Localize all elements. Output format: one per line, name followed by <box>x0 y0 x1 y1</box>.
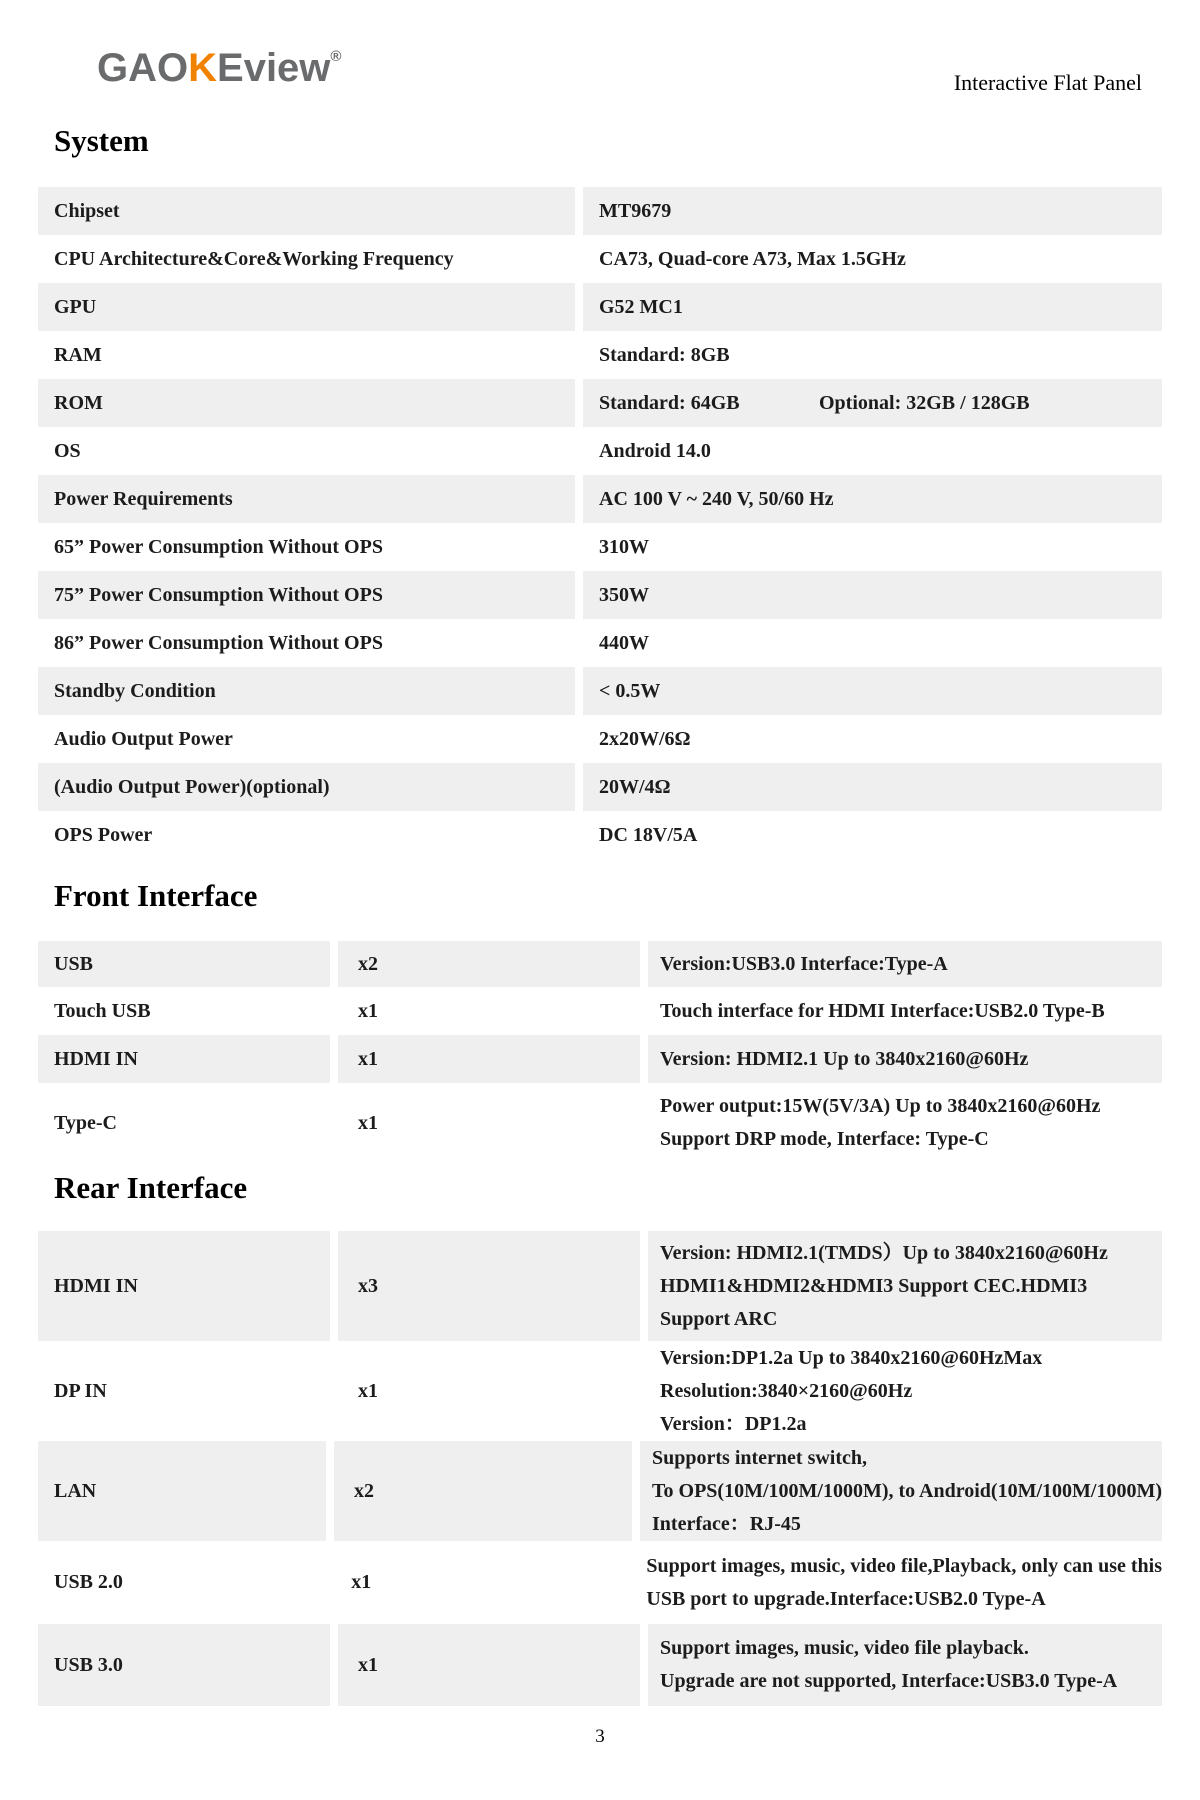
front-interface-table <box>38 941 1162 1163</box>
port-label-cell: HDMI IN <box>38 1035 330 1083</box>
logo-text-k: K <box>188 46 218 90</box>
port-qty-cell: x2 <box>334 1441 632 1541</box>
logo-text-gao: GAO <box>97 46 189 90</box>
desc-line: Support images, music, video file playback. <box>660 1637 1029 1659</box>
spec-value-cell: 20W/4Ω <box>583 763 1162 811</box>
port-desc-cell <box>640 1441 1162 1541</box>
brand-logo <box>97 48 341 88</box>
spec-label-cell: (Audio Output Power)(optional) <box>38 763 575 811</box>
spec-value-cell: Standard: 8GB <box>599 343 730 366</box>
spec-value-cell: CA73, Quad-core A73, Max 1.5GHz <box>599 247 906 270</box>
spec-value-cell: AC 100 V ~ 240 V, 50/60 Hz <box>583 475 1162 523</box>
table-row <box>38 1624 1162 1706</box>
desc-line: Version: HDMI2.1 Up to 3840x2160@60Hz <box>660 1047 1029 1070</box>
port-qty-cell: x1 <box>358 1111 378 1134</box>
table-row <box>38 1035 1162 1083</box>
port-qty-cell: x3 <box>338 1231 640 1341</box>
table-row <box>38 619 1162 667</box>
port-label-cell: HDMI IN <box>38 1231 330 1341</box>
desc-line: Version: HDMI2.1(TMDS）Up to 3840x2160@60Hz <box>660 1241 1108 1264</box>
spec-value-cell: DC 18V/5A <box>599 823 698 846</box>
spec-label-cell: Chipset <box>38 187 575 235</box>
spec-label-cell: Standby Condition <box>38 667 575 715</box>
table-row <box>38 427 1162 475</box>
spec-label-cell: OPS Power <box>54 823 153 846</box>
table-row <box>38 1441 1162 1541</box>
port-label-cell: Type-C <box>54 1111 117 1134</box>
spec-value-cell: < 0.5W <box>583 667 1162 715</box>
spec-value-cell: Android 14.0 <box>599 439 711 462</box>
table-row <box>38 379 1162 427</box>
registered-mark-icon: ® <box>330 48 342 65</box>
spec-label-cell: OS <box>54 439 81 462</box>
spec-label-cell: Power Requirements <box>38 475 575 523</box>
rom-standard-value: Standard: 64GB <box>599 391 740 414</box>
spec-label-cell: 86” Power Consumption Without OPS <box>54 631 383 654</box>
port-desc-cell <box>648 987 1162 1035</box>
table-row <box>38 523 1162 571</box>
port-qty-cell: x1 <box>358 999 378 1022</box>
desc-line: Touch interface for HDMI Interface:USB2.0 Type-B <box>660 999 1105 1022</box>
spec-value-cell: MT9679 <box>583 187 1162 235</box>
desc-line: HDMI1&HDMI2&HDMI3 Support CEC.HDMI3 <box>660 1274 1088 1297</box>
port-desc-cell <box>648 1035 1162 1083</box>
desc-line: Resolution:3840×2160@60Hz <box>660 1379 913 1402</box>
port-label-cell: LAN <box>38 1441 326 1541</box>
port-qty-cell: x1 <box>351 1571 372 1593</box>
desc-line: Version:USB3.0 Interface:Type-A <box>660 952 948 975</box>
section-title-rear-interface: Rear Interface <box>54 1170 248 1205</box>
spec-label-cell: Audio Output Power <box>54 727 233 750</box>
port-label-cell: DP IN <box>54 1379 107 1402</box>
desc-line: Support images, music, video file,Playback, only can use this <box>646 1554 1162 1577</box>
spec-label-cell: 65” Power Consumption Without OPS <box>54 535 383 558</box>
port-label-cell: Touch USB <box>54 999 151 1022</box>
port-desc-cell <box>648 1624 1162 1706</box>
logo-text-eview: Eview <box>217 46 331 90</box>
table-row <box>38 187 1162 235</box>
spec-value-cell <box>583 379 1162 427</box>
table-row <box>38 715 1162 763</box>
port-desc-cell <box>648 1083 1162 1163</box>
port-desc-cell <box>648 1231 1162 1341</box>
spec-value-cell: 350W <box>583 571 1162 619</box>
table-row <box>38 331 1162 379</box>
table-row <box>38 1231 1162 1341</box>
table-row <box>38 1083 1162 1163</box>
port-desc-cell <box>648 941 1162 987</box>
table-row <box>38 811 1162 859</box>
desc-line: Support ARC <box>660 1307 778 1330</box>
rear-interface-table <box>38 1231 1162 1706</box>
document-type-label: Interactive Flat Panel <box>953 70 1142 95</box>
desc-line: To OPS(10M/100M/1000M), to Android(10M/100M/1000M) <box>652 1479 1162 1502</box>
port-label-cell: USB <box>38 941 330 987</box>
port-qty-cell: x1 <box>338 1624 640 1706</box>
desc-line: USB port to upgrade.Interface:USB2.0 Type-A <box>646 1587 1046 1610</box>
table-row <box>38 1541 1162 1624</box>
spec-label-cell: GPU <box>38 283 575 331</box>
table-row <box>38 667 1162 715</box>
desc-line: Version:DP1.2a Up to 3840x2160@60HzMax <box>660 1346 1043 1369</box>
desc-line: Supports internet switch, <box>652 1446 868 1469</box>
spec-label-cell: ROM <box>38 379 575 427</box>
table-row <box>38 763 1162 811</box>
system-table <box>38 187 1162 859</box>
spec-value-cell: G52 MC1 <box>583 283 1162 331</box>
table-row <box>38 475 1162 523</box>
spec-value-cell: 440W <box>599 631 649 654</box>
desc-line: Version：DP1.2a <box>660 1412 807 1435</box>
port-qty-cell: x1 <box>358 1379 378 1402</box>
port-qty-cell: x2 <box>338 941 640 987</box>
table-row <box>38 571 1162 619</box>
port-desc-cell <box>648 1341 1162 1441</box>
table-row <box>38 283 1162 331</box>
table-row <box>38 941 1162 987</box>
spec-value-cell: 310W <box>599 535 649 558</box>
section-title-front-interface: Front Interface <box>54 878 258 913</box>
desc-line: Upgrade are not supported, Interface:USB3.0 Type-A <box>660 1670 1118 1692</box>
spec-label-cell: CPU Architecture&Core&Working Frequency <box>54 247 454 270</box>
port-label-cell: USB 2.0 <box>54 1571 123 1593</box>
port-label-cell: USB 3.0 <box>38 1624 330 1706</box>
port-desc-cell <box>634 1541 1162 1624</box>
section-title-system: System <box>54 123 149 158</box>
table-row <box>38 235 1162 283</box>
desc-line: Support DRP mode, Interface: Type-C <box>660 1128 989 1150</box>
table-row <box>38 987 1162 1035</box>
table-row <box>38 1341 1162 1441</box>
spec-label-cell: 75” Power Consumption Without OPS <box>38 571 575 619</box>
desc-line: Interface：RJ-45 <box>652 1512 801 1535</box>
spec-label-cell: RAM <box>54 343 102 366</box>
desc-line: Power output:15W(5V/3A) Up to 3840x2160@60Hz <box>660 1095 1101 1117</box>
rom-optional-value: Optional: 32GB / 128GB <box>819 391 1030 414</box>
spec-value-cell: 2x20W/6Ω <box>599 727 691 750</box>
port-qty-cell: x1 <box>338 1035 640 1083</box>
page-number: 3 <box>595 1726 605 1747</box>
